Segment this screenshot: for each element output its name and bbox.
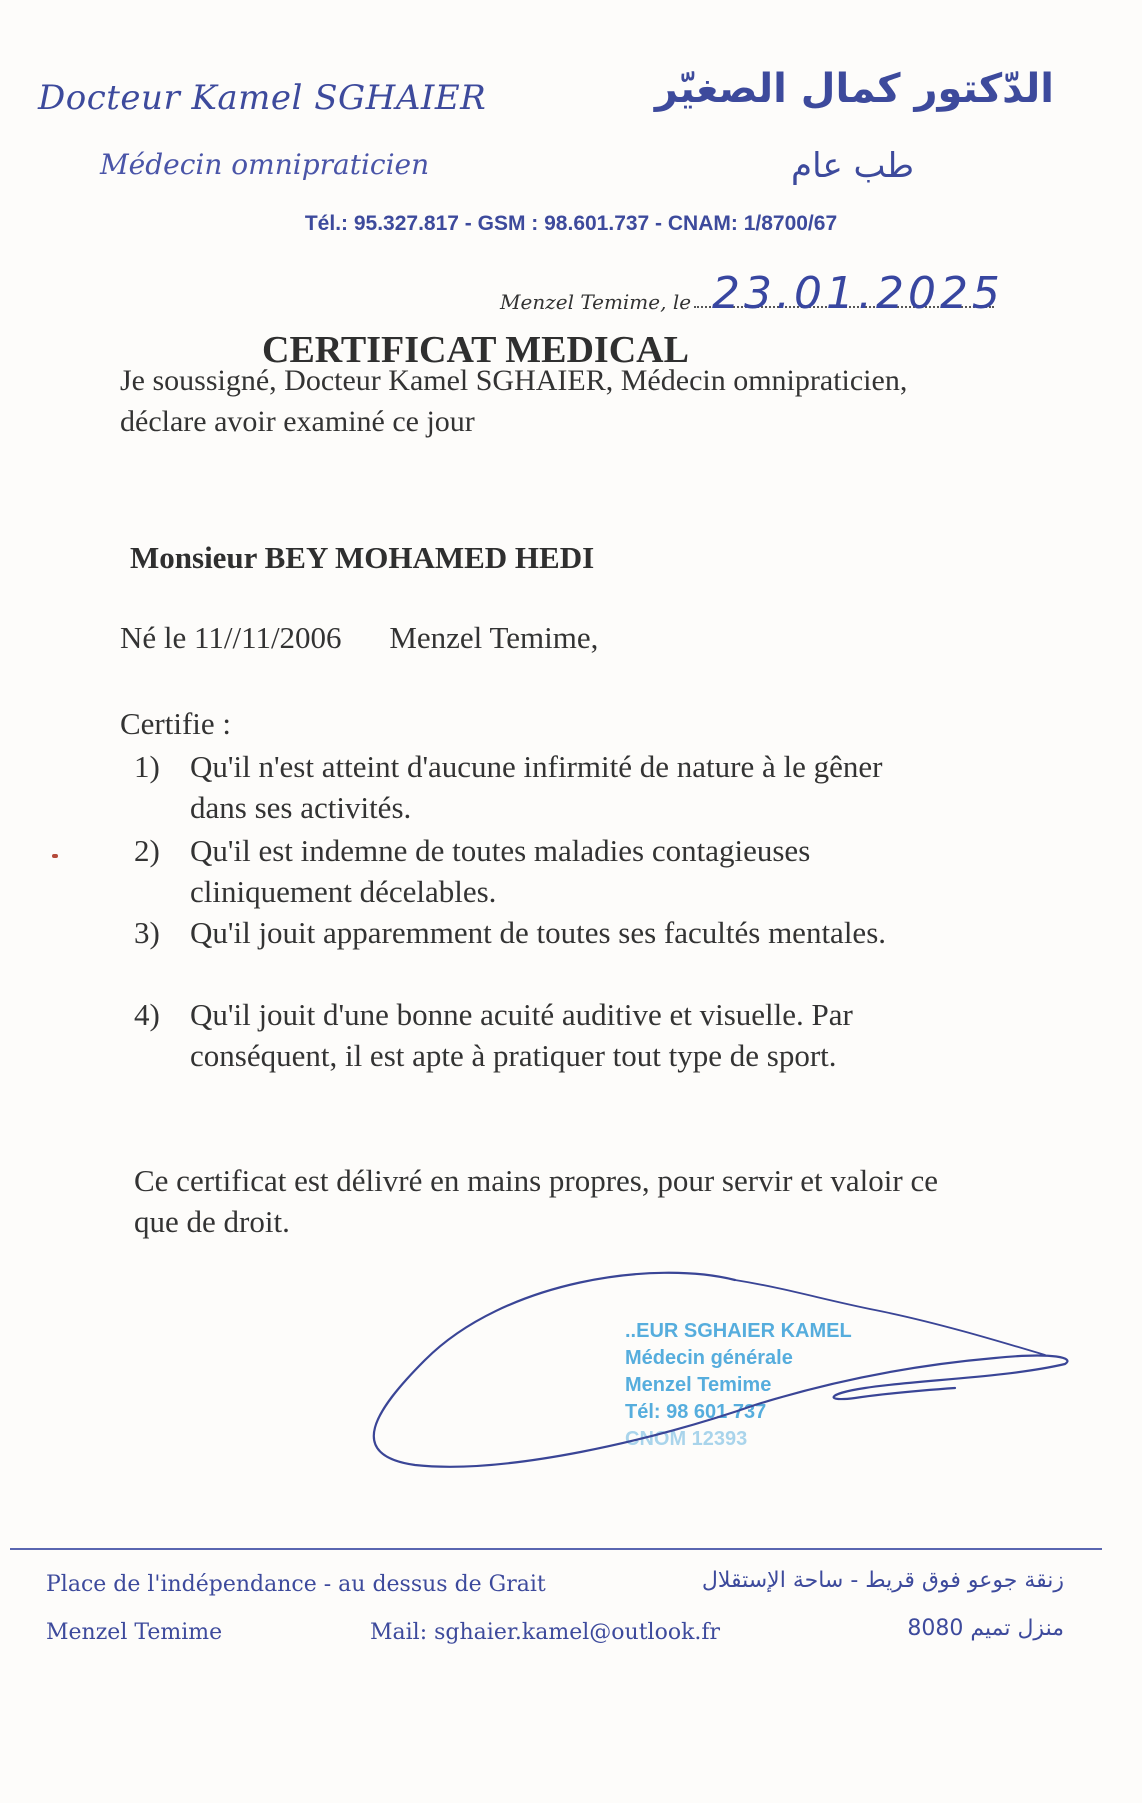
- birth-place: Menzel Temime,: [389, 620, 599, 655]
- stamp-line: Menzel Temime: [625, 1374, 772, 1396]
- item-number: 4): [134, 997, 160, 1032]
- item-text: Qu'il est indemne de toutes maladies contagieuses cliniquement décelables.: [190, 833, 811, 909]
- birth-info: [120, 620, 638, 656]
- stamp-line: CNOM 12393: [625, 1428, 748, 1450]
- footer-divider: [10, 1548, 1102, 1550]
- item-text: Qu'il jouit d'une bonne acuité auditive et visuelle. Par conséquent, il est apte à pratiquer tout type de sport.: [190, 997, 853, 1073]
- doctor-specialty-arabic: طب عام: [791, 146, 914, 186]
- list-item: [134, 746, 944, 828]
- place-label: Menzel Temime, le: [500, 290, 692, 314]
- birth-date: Né le 11//11/2006: [120, 620, 342, 655]
- footer-mail: Mail: sghaier.kamel@outlook.fr: [370, 1620, 721, 1645]
- list-item: [134, 994, 944, 1076]
- ink-mark: [52, 854, 58, 858]
- footer-address: Place de l'indépendance - au dessus de Grait: [46, 1572, 546, 1597]
- handwritten-date: 23.01.2025: [712, 268, 1004, 319]
- item-number: 2): [134, 833, 160, 868]
- list-item: [134, 912, 944, 953]
- stamp-line: Tél: 98 601 737: [625, 1401, 767, 1423]
- patient-name: Monsieur BEY MOHAMED HEDI: [130, 540, 595, 575]
- footer-address-arabic: زنقة جوعو فوق قريط - ساحة الإستقلال: [701, 1568, 1064, 1593]
- item-number: 3): [134, 915, 160, 950]
- footer-city-arabic: منزل تميم 8080: [907, 1616, 1064, 1641]
- intro-paragraph: [120, 360, 950, 442]
- item-number: 1): [134, 749, 160, 784]
- handwritten-signature: [355, 1240, 1095, 1480]
- stamp-line: ..EUR SGHAIER KAMEL: [625, 1320, 852, 1342]
- closing-paragraph: Ce certificat est délivré en mains propres, pour servir et valoir ce que de droit.: [134, 1163, 938, 1239]
- footer-city: Menzel Temime: [46, 1620, 223, 1645]
- doctor-specialty: Médecin omnipraticien: [100, 148, 430, 181]
- doctor-name: Docteur Kamel SGHAIER: [38, 78, 487, 118]
- contact-line: Tél.: 95.327.817 - GSM : 98.601.737 - CNAM: 1/8700/67: [304, 212, 838, 235]
- doctor-name-arabic: الدّكتور كمال الصغيّر: [654, 66, 1054, 112]
- item-text: Qu'il jouit apparemment de toutes ses facultés mentales.: [190, 915, 887, 950]
- document-title: CERTIFICAT MEDICAL: [262, 329, 689, 371]
- stamp-line: Médecin générale: [625, 1347, 793, 1369]
- intro-text: Je soussigné, Docteur Kamel SGHAIER, Médecin omnipraticien, déclare avoir examiné ce jour: [120, 364, 908, 438]
- certifie-label: Certifie :: [120, 706, 232, 741]
- item-text: Qu'il n'est atteint d'aucune infirmité de nature à le gêner dans ses activités.: [190, 749, 883, 825]
- list-item: [134, 830, 944, 912]
